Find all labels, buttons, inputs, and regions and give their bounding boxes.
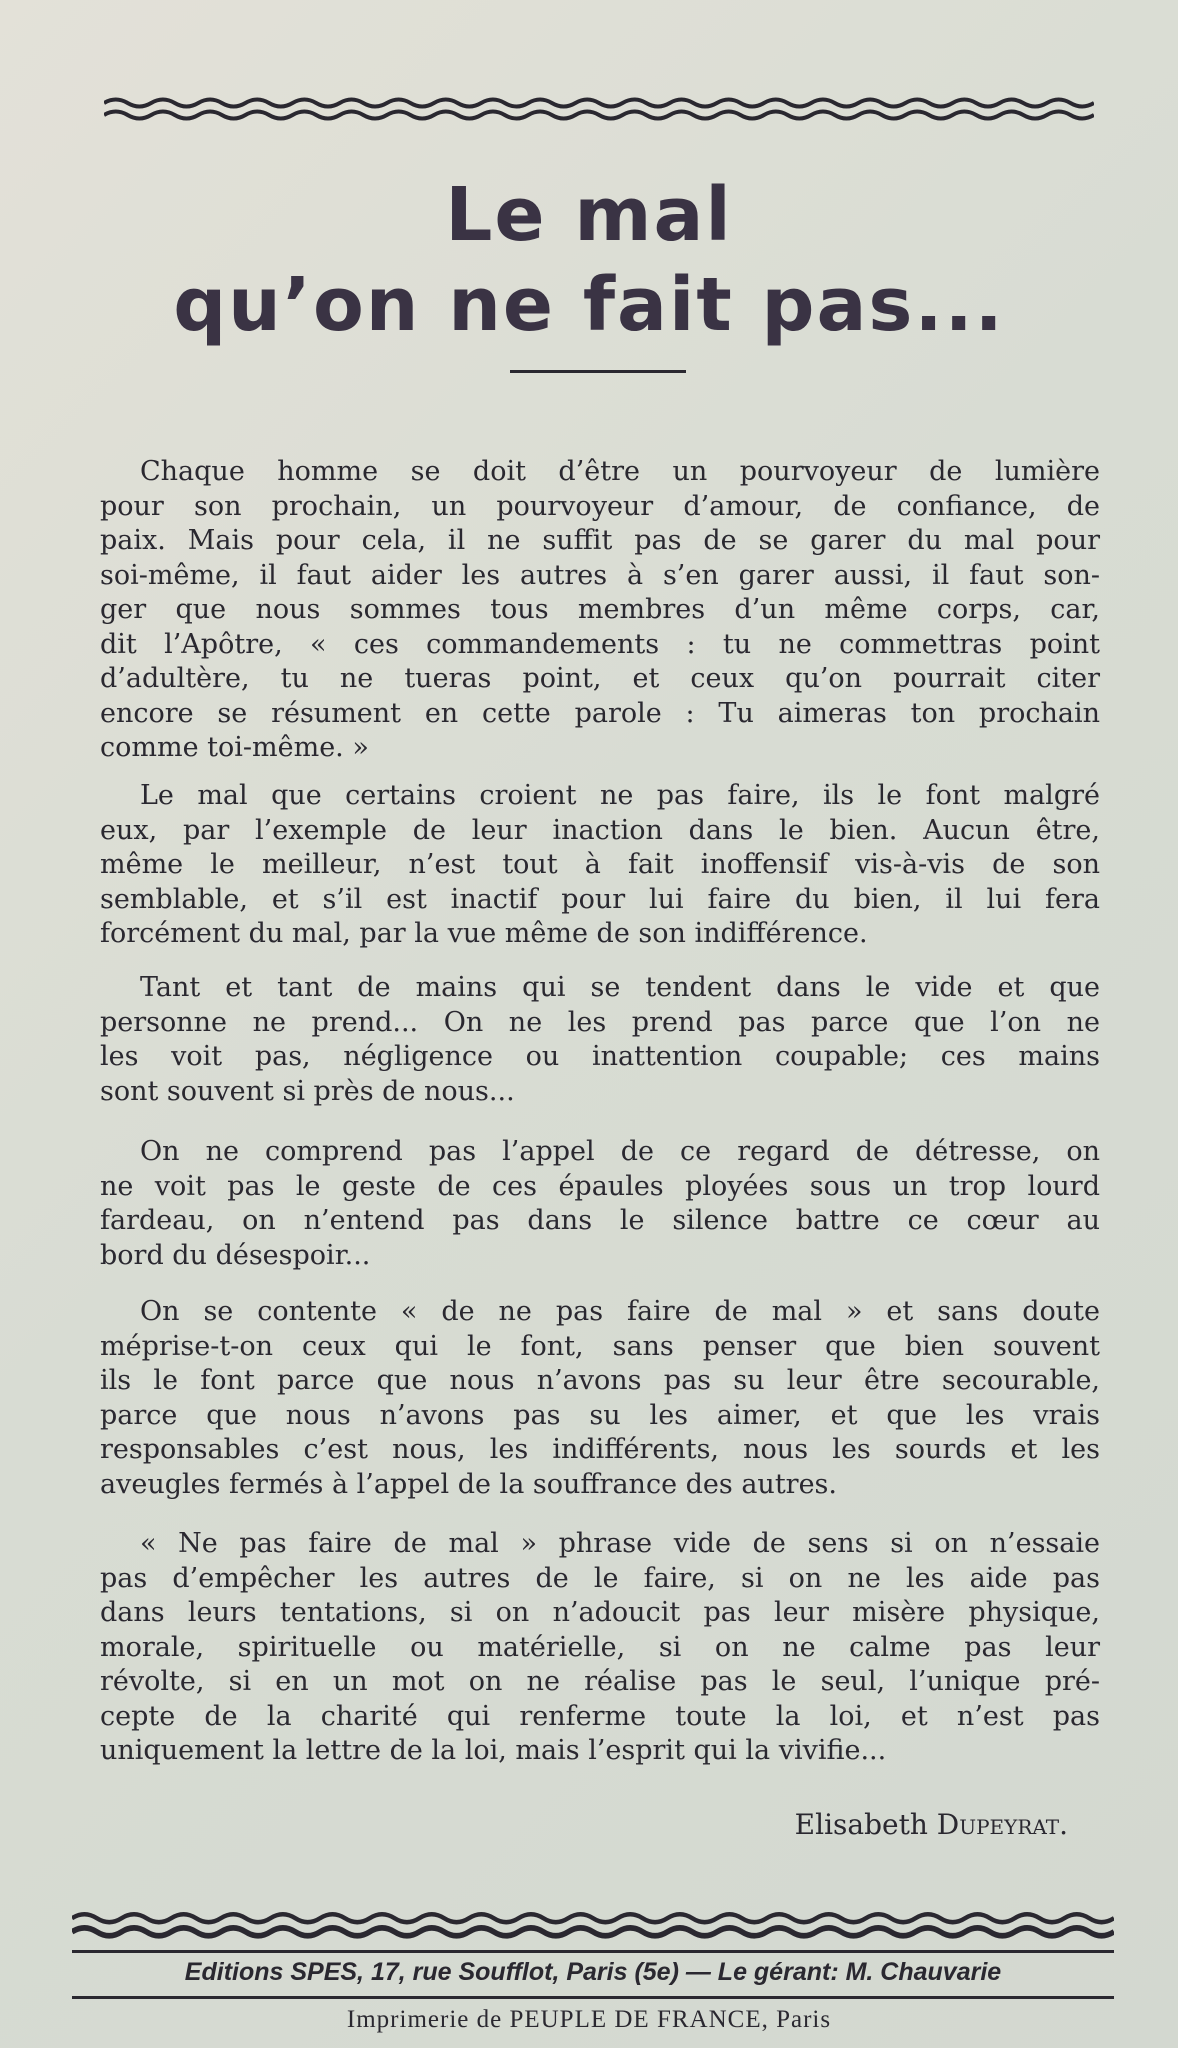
paragraph — [100, 455, 1100, 766]
title-rule — [510, 370, 686, 373]
text-line: cepte de la charité qui renferme toute la loi, et n’est pas — [100, 1700, 1100, 1732]
paragraph — [100, 1527, 1100, 1769]
text-line: personne ne prend... On ne les prend pas parce que l’on ne — [100, 1006, 1100, 1038]
text-line: Le mal que certains croient ne pas faire, ils le font malgré — [140, 780, 1100, 811]
text-line: sont souvent si près de nous... — [100, 1075, 515, 1107]
text-line: ne voit pas le geste de ces épaules ployées sous un trop lourd — [100, 1170, 1100, 1202]
top-wave-ornament — [104, 94, 1094, 124]
signature-last: Dupeyrat. — [936, 1808, 1068, 1841]
title-line-1: Le mal — [445, 172, 733, 258]
bottom-wave-ornament — [72, 1908, 1114, 1942]
text-line: même le meilleur, n’est tout à fait inoffensif vis-à-vis de son — [100, 849, 1100, 880]
text-line: semblable, et s’il est inactif pour lui faire du bien, il lui fera — [100, 883, 1100, 915]
title-line-2: qu’on ne fait pas... — [173, 262, 1005, 348]
text-line: les voit pas, négligence ou inattention coupable; ces mains — [100, 1041, 1100, 1072]
text-line: aveugles fermés à l’appel de la souffrance des autres. — [100, 1468, 837, 1500]
text-line: encore se résument en cette parole : Tu aimeras ton prochain — [100, 697, 1100, 729]
text-line: uniquement la lettre de la loi, mais l’esprit qui la vivifie... — [100, 1735, 887, 1766]
text-line: ger que nous sommes tous membres d’un même corps, car, — [100, 594, 1100, 625]
text-line: fardeau, on n’entend pas dans le silence battre ce cœur au — [100, 1205, 1100, 1236]
text-line: méprise-t-on ceux qui le font, sans penser que bien souvent — [100, 1330, 1100, 1362]
text-line: soi-même, il faut aider les autres à s’en garer aussi, il faut son- — [100, 559, 1100, 591]
text-line: ils le font parce que nous n’avons pas su leur être secourable, — [100, 1365, 1100, 1396]
signature — [795, 1808, 1068, 1841]
paragraph — [100, 1135, 1100, 1273]
text-line: paix. Mais pour cela, il ne suffit pas de se garer du mal pour — [100, 525, 1100, 556]
publisher-line: Editions SPES, 17, rue Soufflot, Paris (5e) — Le gérant: M. Chauvarie — [184, 1958, 1002, 1986]
signature-first: Elisabeth — [794, 1808, 928, 1841]
text-line: révolte, si en un mot on ne réalise pas le seul, l’unique pré- — [100, 1666, 1100, 1697]
text-line: Chaque homme se doit d’être un pourvoyeur de lumière — [140, 456, 1100, 487]
footer-rule-top — [72, 1950, 1114, 1953]
text-line: « Ne pas faire de mal » phrase vide de sens si on n’essaie — [140, 1528, 1100, 1559]
text-line: On se contente « de ne pas faire de mal » et sans doute — [140, 1296, 1100, 1327]
text-line: parce que nous n’avons pas su les aimer, et que les vrais — [100, 1399, 1100, 1431]
text-line: bord du désespoir... — [100, 1239, 371, 1271]
printer-line: Imprimerie de PEUPLE DE FRANCE, Paris — [346, 2006, 832, 2033]
text-line: forcément du mal, par la vue même de son indifférence. — [100, 918, 868, 949]
text-line: dans leurs tentations, si on n’adoucit pas leur misère physique, — [100, 1597, 1100, 1628]
footer-rule-bottom — [72, 1996, 1114, 1999]
text-line: dit l’Apôtre, « ces commandements : tu ne commettras point — [100, 628, 1100, 660]
paragraph — [100, 971, 1100, 1109]
text-line: eux, par l’exemple de leur inaction dans le bien. Aucun être, — [100, 814, 1100, 846]
paragraph — [100, 779, 1100, 952]
text-line: comme toi-même. » — [100, 732, 369, 763]
text-line: morale, spirituelle ou matérielle, si on ne calme pas leur — [100, 1631, 1100, 1663]
text-line: Tant et tant de mains qui se tendent dans le vide et que — [140, 972, 1100, 1003]
text-line: pas d’empêcher les autres de le faire, si on ne les aide pas — [100, 1562, 1100, 1594]
text-line: responsables c’est nous, les indifférents, nous les sourds et les — [100, 1434, 1100, 1465]
text-line: pour son prochain, un pourvoyeur d’amour, de confiance, de — [100, 490, 1100, 522]
text-line: On ne comprend pas l’appel de ce regard de détresse, on — [140, 1136, 1100, 1167]
paragraph — [100, 1295, 1100, 1502]
text-line: d’adultère, tu ne tueras point, et ceux qu’on pourrait citer — [100, 663, 1100, 694]
